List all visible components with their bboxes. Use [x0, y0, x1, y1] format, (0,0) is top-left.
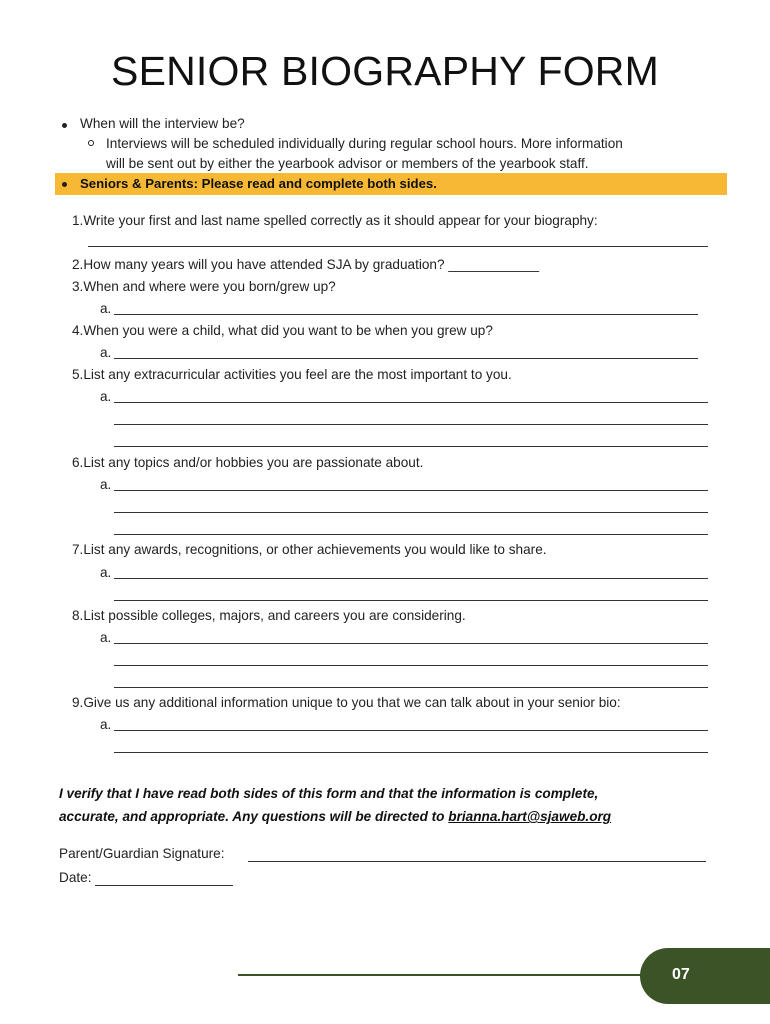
question-1: [72, 211, 598, 231]
answer-line-1[interactable]: [88, 246, 708, 247]
question-text: Give us any additional information unique to you that we can talk about in your senior bio:: [83, 695, 621, 710]
question-number: 2.: [72, 257, 84, 272]
answer-line-8b[interactable]: [114, 665, 708, 666]
question-4: [72, 321, 493, 341]
verification-line2: [59, 805, 709, 828]
sub-label: a.: [100, 477, 112, 492]
page-title: SENIOR BIOGRAPHY FORM: [111, 48, 659, 94]
sub-label: a.: [100, 565, 112, 580]
page-number: 07: [672, 966, 690, 983]
intro-answer-line2: will be sent out by either the yearbook advisor or members of the yearbook staff.: [106, 156, 589, 171]
signature-label: Parent/Guardian Signature:: [59, 846, 225, 861]
sub-label: a.: [100, 630, 112, 645]
signature-line[interactable]: [248, 861, 706, 862]
answer-line-6b[interactable]: [114, 512, 708, 513]
date-label: Date:: [59, 870, 92, 885]
question-text: When and where were you born/grew up?: [83, 279, 336, 294]
bullet-dot: [62, 123, 67, 128]
answer-line-3a[interactable]: [114, 314, 698, 315]
question-number: 9.: [72, 695, 84, 710]
date-line[interactable]: [95, 885, 233, 886]
footer-divider: [238, 974, 648, 976]
question-text: List any awards, recognitions, or other achievements you would like to share.: [83, 542, 547, 557]
answer-line-5a[interactable]: [114, 402, 708, 403]
question-7: [72, 540, 547, 560]
question-3: [72, 277, 336, 297]
question-5: [72, 365, 512, 385]
verification-line1: I verify that I have read both sides of this form and that the information is complete,: [59, 786, 599, 801]
question-number: 4.: [72, 323, 84, 338]
answer-line-8c[interactable]: [114, 687, 708, 688]
question-6: [72, 453, 423, 473]
answer-line-9b[interactable]: [114, 752, 708, 753]
question-text: List any topics and/or hobbies you are passionate about.: [83, 455, 424, 470]
question-text: List possible colleges, majors, and careers you are considering.: [83, 608, 466, 623]
question-number: 5.: [72, 367, 84, 382]
sub-label: a.: [100, 389, 112, 404]
answer-line-5b[interactable]: [114, 424, 708, 425]
contact-email-link[interactable]: brianna.hart@sjaweb.org: [448, 809, 612, 824]
question-text: Write your first and last name spelled correctly as it should appear for your biography:: [83, 213, 598, 228]
question-number: 1.: [72, 213, 84, 228]
question-number: 6.: [72, 455, 84, 470]
verification-text: accurate, and appropriate. Any questions will be directed to: [59, 809, 449, 824]
question-8: [72, 606, 466, 626]
question-number: 8.: [72, 608, 84, 623]
sub-bullet-circle: [88, 140, 94, 146]
answer-line-8a[interactable]: [114, 643, 708, 644]
sub-label: a.: [100, 301, 112, 316]
sub-label: a.: [100, 717, 112, 732]
answer-line-7b[interactable]: [114, 600, 708, 601]
intro-answer-line1: Interviews will be scheduled individually during regular school hours. More information: [106, 136, 623, 151]
answer-line-6a[interactable]: [114, 490, 708, 491]
question-9: [72, 693, 621, 713]
question-number: 3.: [72, 279, 84, 294]
answer-line-9a[interactable]: [114, 730, 708, 731]
verification-statement: [59, 782, 709, 828]
sub-label: a.: [100, 345, 112, 360]
question-text: List any extracurricular activities you feel are the most important to you.: [83, 367, 512, 382]
answer-line-5c[interactable]: [114, 446, 708, 447]
intro-question: When will the interview be?: [80, 116, 245, 131]
highlight-text: Seniors & Parents: Please read and complete both sides.: [80, 176, 437, 191]
answer-line-4a[interactable]: [114, 358, 698, 359]
page-number-tab: [640, 948, 770, 1004]
answer-line-7a[interactable]: [114, 578, 708, 579]
question-number: 7.: [72, 542, 84, 557]
question-text: When you were a child, what did you want to be when you grew up?: [83, 323, 493, 338]
question-2: [72, 255, 539, 275]
answer-line-6c[interactable]: [114, 534, 708, 535]
question-text: How many years will you have attended SJA by graduation? ____________: [83, 257, 540, 272]
bullet-dot: [62, 182, 67, 187]
